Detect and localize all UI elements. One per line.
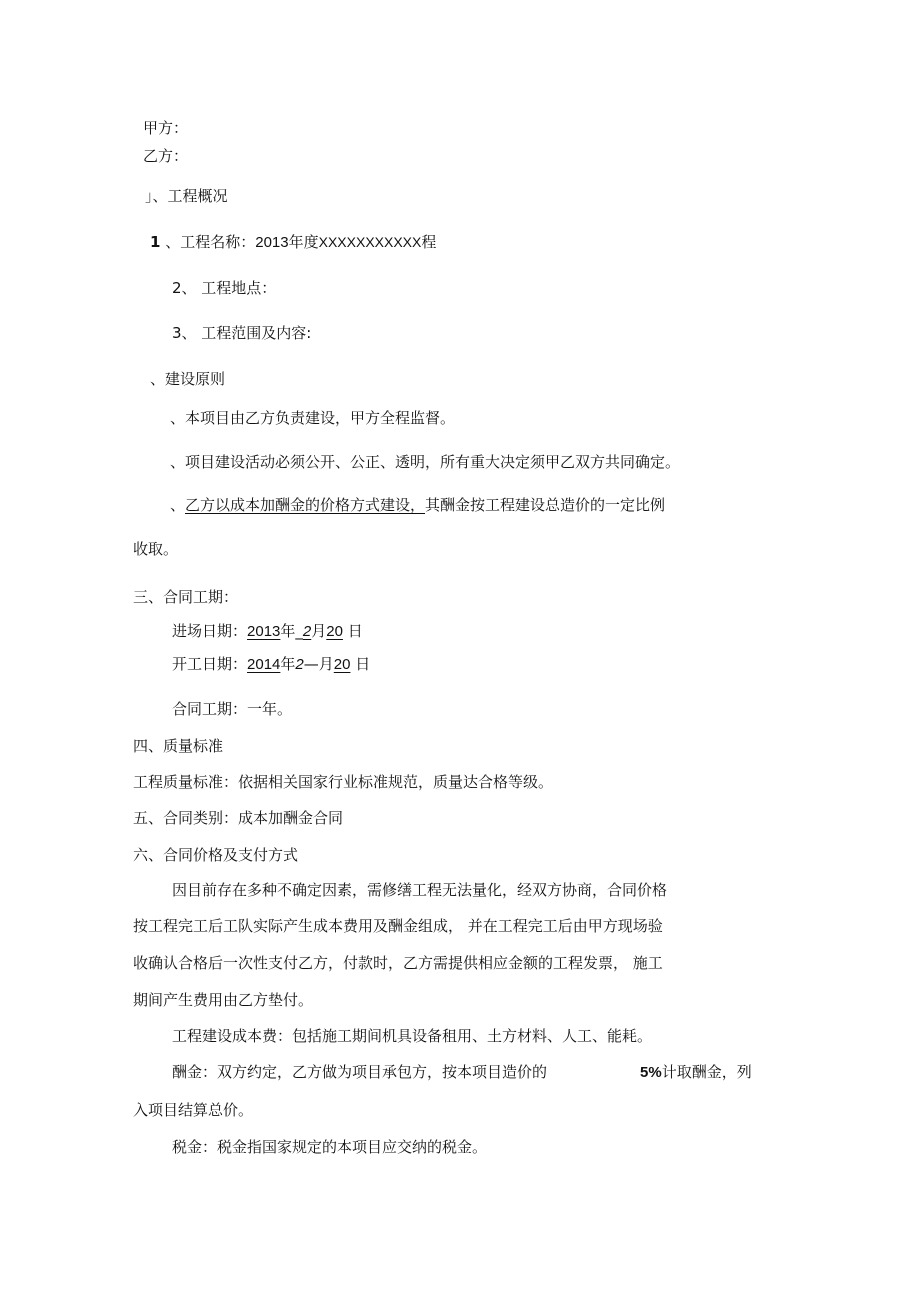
entry-date-month: 2 xyxy=(302,623,312,640)
section6-p1-line4: 期间产生费用由乙方垫付。 xyxy=(133,991,314,1009)
section6-fee-a: 酬金：双方约定，乙方做为项目承包方，按本项目造价的 xyxy=(172,1063,548,1081)
section6-p1-line1: 因目前存在多种不确定因素，需修缮工程无法量化，经双方协商，合同价格 xyxy=(172,881,668,899)
party-a-label: 甲方： xyxy=(143,119,189,137)
item1-number: 1 xyxy=(150,233,161,251)
item1-tail: 程 xyxy=(421,233,437,251)
section6-fee-cont: 入项目结算总价。 xyxy=(133,1101,254,1119)
section6-p1-line2: 按工程完工后工队实际产生成本费用及酬金组成， 并在工程完工后由甲方现场验 xyxy=(133,917,663,935)
start-date-sep2: —月 xyxy=(303,655,334,673)
fee-percent: 5% xyxy=(640,1064,662,1081)
entry-date-tail: 日 xyxy=(342,622,363,640)
section1-item2: 2、 工程地点： xyxy=(172,279,277,297)
section3-heading: 三、合同工期： xyxy=(133,588,239,606)
section4-text: 工程质量标准：依据相关国家行业标准规范，质量达合格等级。 xyxy=(133,773,554,791)
entry-date xyxy=(172,621,363,642)
start-date-month: 2 xyxy=(295,656,304,673)
party-b-label: 乙方： xyxy=(143,147,189,165)
section6-p1-line3: 收确认合格后一次性支付乙方，付款时，乙方需提供相应金额的工程发票， 施工 xyxy=(133,954,663,972)
section4-heading: 四、质量标准 xyxy=(133,737,224,755)
entry-date-year: 2013 xyxy=(247,623,281,640)
entry-date-sep1: 年_ xyxy=(280,622,303,640)
start-date-sep1: 年 xyxy=(280,655,296,673)
start-date xyxy=(172,654,370,675)
section2-p2: 、项目建设活动必须公开、公正、透明，所有重大决定须甲乙双方共同确定。 xyxy=(170,453,681,471)
start-date-label: 开工日期： xyxy=(172,655,248,673)
section1-item3: 3、 工程范围及内容: xyxy=(172,324,312,342)
section6-heading: 六、合同价格及支付方式 xyxy=(133,846,299,864)
p3-prefix: 、 xyxy=(170,496,186,514)
p3-rest: 其酬金按工程建设总造价的一定比例 xyxy=(425,496,666,514)
item1-placeholder: XXXXXXXXXXX xyxy=(318,234,422,250)
item1-mid: 年度 xyxy=(288,233,319,251)
section2-heading: 、建设原则 xyxy=(150,370,226,388)
p3-underlined: 乙方以成本加酬金的价格方式建设， xyxy=(185,496,426,514)
start-date-tail: 日 xyxy=(350,655,371,673)
section6-fee-b xyxy=(640,1062,752,1083)
section1-item1 xyxy=(150,232,436,253)
contract-duration: 合同工期：一年。 xyxy=(172,700,293,718)
section6-tax: 税金：税金指国家规定的本项目应交纳的税金。 xyxy=(172,1138,488,1156)
section2-p3-cont: 收取。 xyxy=(133,540,179,558)
start-date-year: 2014 xyxy=(247,656,281,673)
entry-date-label: 进场日期： xyxy=(172,622,248,640)
section2-p3 xyxy=(170,495,665,515)
start-date-day: 20 xyxy=(333,656,351,673)
section2-p1: 、本项目由乙方负责建设，甲方全程监督。 xyxy=(170,409,456,427)
fee-b-text: 计取酬金，列 xyxy=(661,1063,752,1081)
entry-date-day: 20 xyxy=(326,623,343,640)
item1-label: 、工程名称： xyxy=(165,233,256,251)
section5-heading: 五、合同类别：成本加酬金合同 xyxy=(133,809,344,827)
entry-date-sep2: 月 xyxy=(311,622,327,640)
section1-heading: 」、工程概况 xyxy=(145,187,228,205)
section6-cost: 工程建设成本费：包括施工期间机具设备租用、土方材料、人工、能耗。 xyxy=(172,1027,653,1045)
item1-year: 2013 xyxy=(255,234,289,251)
